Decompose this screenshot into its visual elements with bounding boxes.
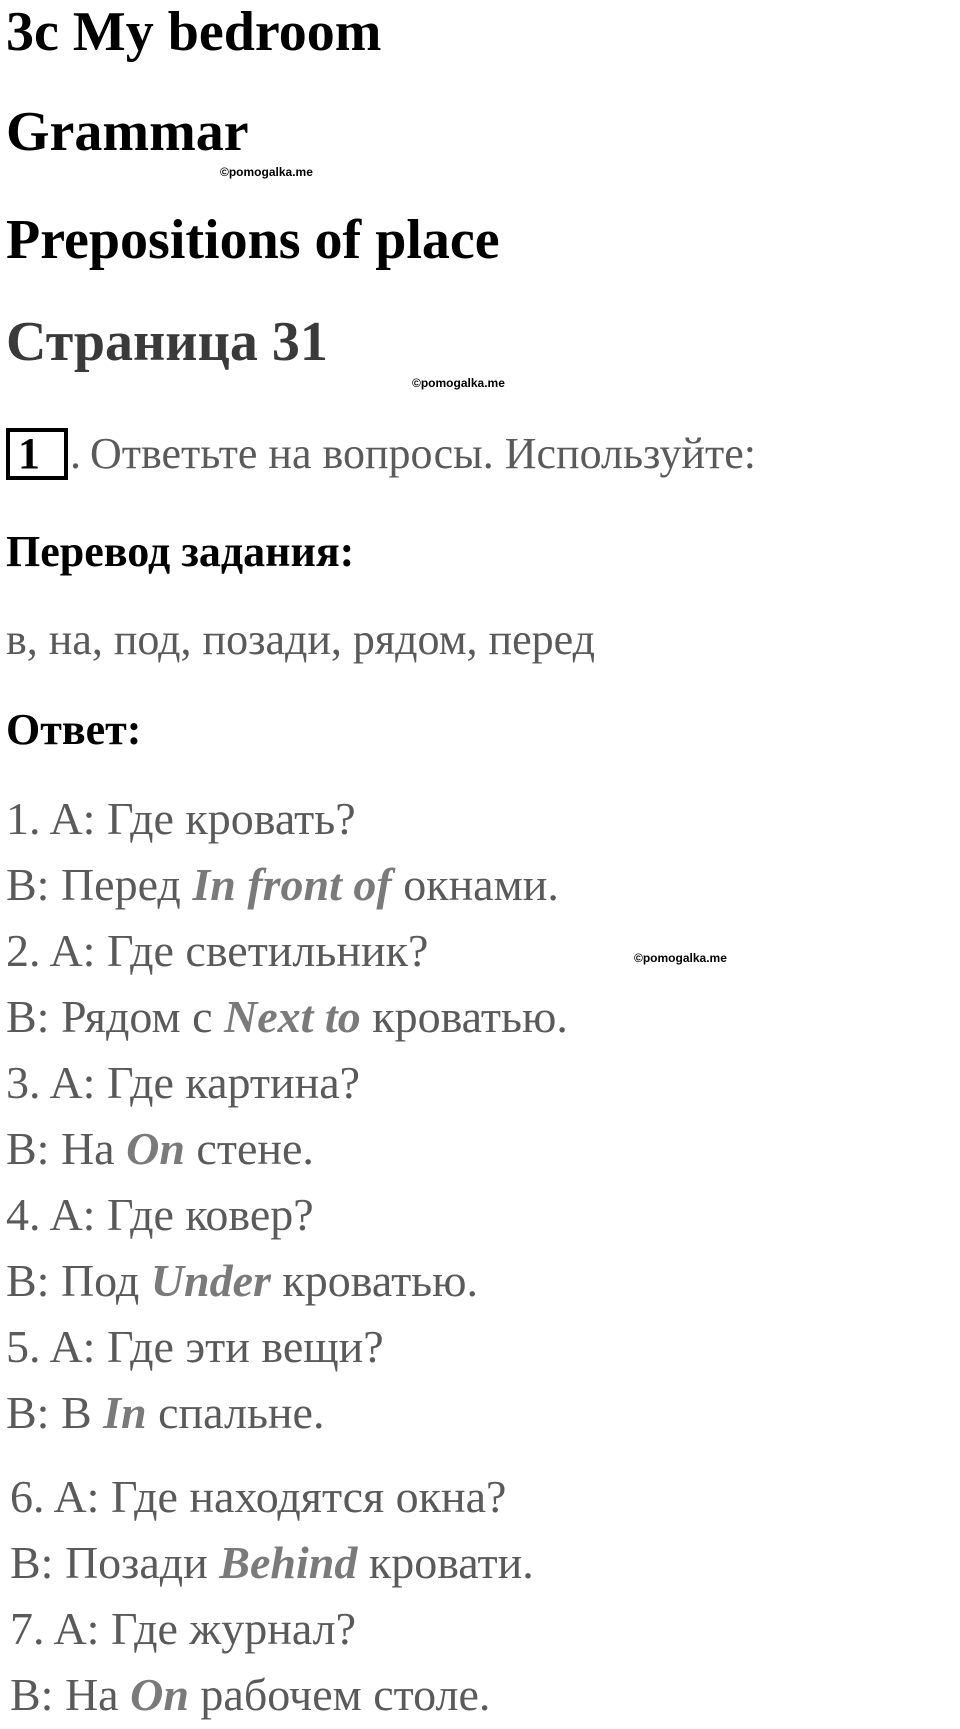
watermark: ©pomogalka.me bbox=[220, 165, 313, 179]
answer-reply: B: На On стене. bbox=[6, 1123, 314, 1174]
task-number: 1 bbox=[18, 429, 40, 478]
preposition-en: On bbox=[126, 1123, 185, 1174]
translation-heading: Перевод задания: bbox=[6, 527, 355, 576]
answer-question: 3. A: Где картина? bbox=[6, 1057, 361, 1108]
answer-question: 1. A: Где кровать? bbox=[6, 793, 356, 844]
task-instruction: Ответьте на вопросы. Используйте: bbox=[90, 429, 756, 478]
preposition-en: Under bbox=[150, 1255, 271, 1306]
answer-reply: B: В In спальне. bbox=[6, 1387, 325, 1438]
section-heading: Grammar bbox=[6, 101, 249, 163]
page-number-heading: Страница 31 bbox=[6, 311, 328, 373]
answer-question: 4. A: Где ковер? bbox=[6, 1189, 314, 1240]
answer-question: 7. A: Где журнал? bbox=[10, 1603, 357, 1654]
task-number-dot: . bbox=[70, 429, 81, 478]
answer-reply: B: Перед In front of окнами. bbox=[6, 859, 559, 910]
preposition-en: On bbox=[130, 1669, 189, 1720]
preposition-en: Behind bbox=[219, 1537, 358, 1588]
answer-question: 2. A: Где светильник? bbox=[6, 925, 429, 976]
answer-heading: Ответ: bbox=[6, 705, 142, 754]
topic-heading: Prepositions of place bbox=[6, 209, 500, 271]
preposition-en: In front of bbox=[192, 859, 392, 910]
preposition-en: In bbox=[103, 1387, 147, 1438]
preposition-en: Next to bbox=[224, 991, 361, 1042]
watermark: ©pomogalka.me bbox=[634, 951, 727, 965]
page-title: 3c My bedroom bbox=[6, 1, 382, 63]
answer-reply: B: На On рабочем столе. bbox=[10, 1669, 491, 1720]
answer-reply: B: Позади Behind кровати. bbox=[10, 1537, 534, 1588]
watermark: ©pomogalka.me bbox=[412, 376, 505, 390]
answer-reply: B: Под Under кроватью. bbox=[6, 1255, 479, 1306]
answer-question: 6. A: Где находятся окна? bbox=[10, 1471, 507, 1522]
answer-reply: B: Рядом с Next to кроватью. bbox=[6, 991, 568, 1042]
translation-text: в, на, под, позади, рядом, перед bbox=[6, 615, 595, 664]
answer-question: 5. A: Где эти вещи? bbox=[6, 1321, 384, 1372]
